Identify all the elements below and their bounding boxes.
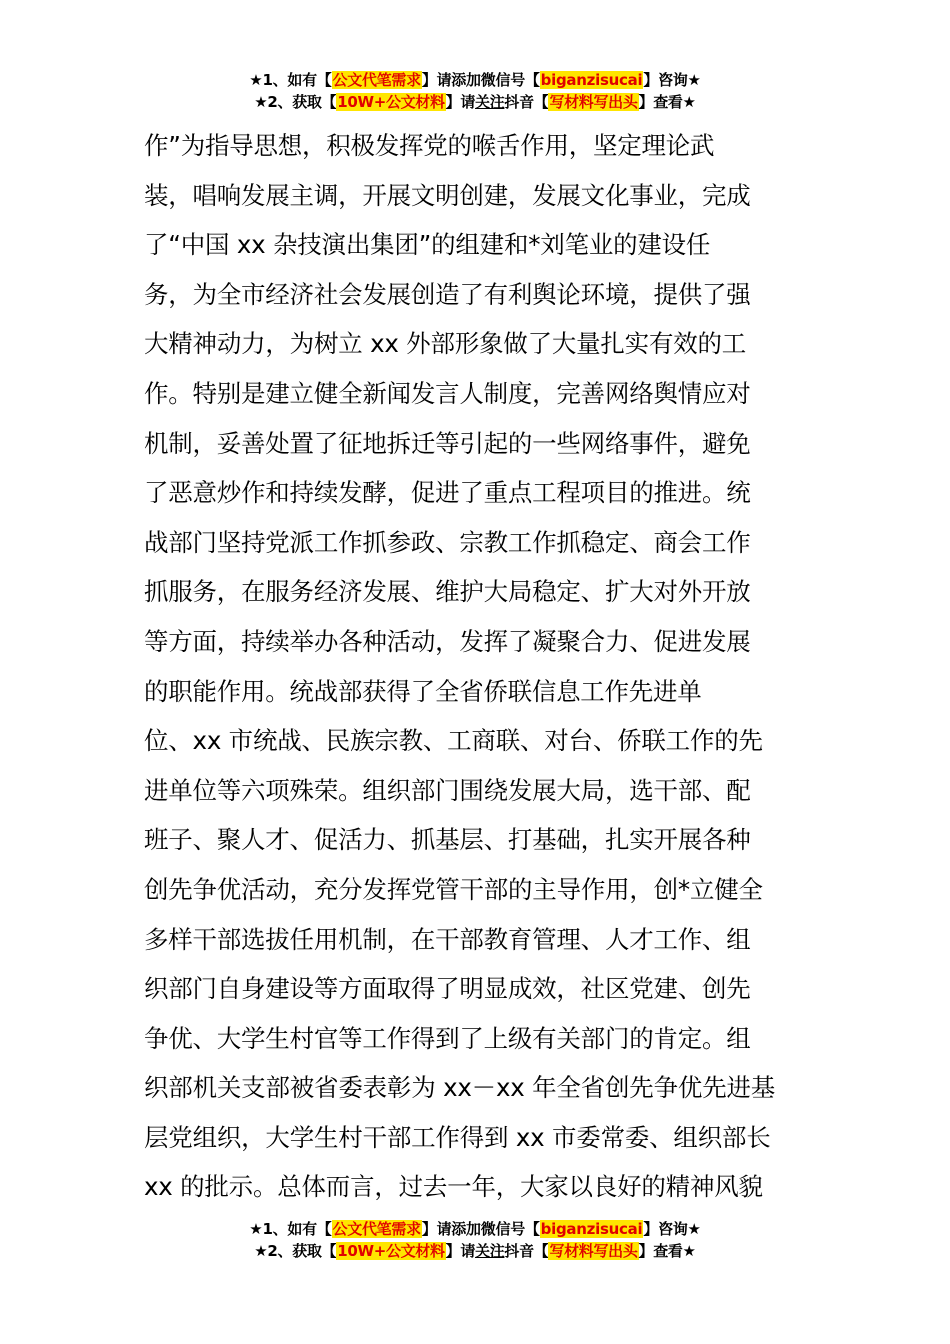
- header-highlight-writing-service: 公文代笔需求: [332, 71, 421, 89]
- body-line: 大精神动力，为树立 xx 外部形象做了大量扎实有效的工: [144, 329, 747, 359]
- body-line: 作。特别是建立健全新闻发言人制度，完善网络舆情应对: [144, 378, 751, 408]
- footer-highlight-wechat-id: biganzisucai: [540, 1220, 643, 1238]
- footer-highlight-writing-service: 公文代笔需求: [332, 1220, 421, 1238]
- header-line-1-suffix: 】咨询★: [643, 71, 701, 89]
- footer-follow-text: 关注: [475, 1242, 505, 1260]
- header-line-1-mid: 】请添加微信号【: [421, 71, 540, 89]
- body-line: 织部机关支部被省委表彰为 xx－xx 年全省创先争优先进基: [144, 1073, 776, 1103]
- header-line-1-prefix: ★1、如有【: [249, 71, 332, 89]
- footer-line-2: [0, 1240, 950, 1262]
- footer-line-1-suffix: 】咨询★: [643, 1220, 701, 1238]
- body-line: 机制，妥善处置了征地拆迁等引起的一些网络事件，避免: [144, 428, 751, 458]
- body-line: 位、xx 市统战、民族宗教、工商联、对台、侨联工作的先: [144, 726, 763, 756]
- header-line-2-mid-b: 抖音【: [504, 93, 549, 111]
- body-line: 装，唱响发展主调，开展文明创建，发展文化事业，完成: [144, 180, 751, 210]
- header-line-2-suffix: 】查看★: [638, 93, 696, 111]
- body-line: 争优、大学生村官等工作得到了上级有关部门的肯定。组: [144, 1023, 751, 1053]
- header-line-2-mid-a: 】请: [445, 93, 476, 111]
- body-line: 创先争优活动，充分发挥党管干部的主导作用，创*立健全: [144, 874, 763, 904]
- body-line: 了恶意炒作和持续发酵，促进了重点工程项目的推进。统: [144, 478, 751, 508]
- footer-line-2-prefix: ★2、获取【: [254, 1242, 337, 1260]
- footer-line-1-prefix: ★1、如有【: [249, 1220, 332, 1238]
- footer-line-1: [0, 1218, 950, 1240]
- body-line: 进单位等六项殊荣。组织部门围绕发展大局，选干部、配: [144, 775, 751, 805]
- body-line: 作”为指导思想，积极发挥党的喉舌作用，坚定理论武: [144, 131, 715, 160]
- body-line: 织部门自身建设等方面取得了明显成效，社区党建、创先: [144, 974, 751, 1004]
- header-banner: [0, 69, 950, 113]
- footer-line-2-mid-a: 】请: [445, 1242, 476, 1260]
- document-body: [144, 121, 814, 1212]
- header-line-1: [0, 69, 950, 91]
- body-line: 的职能作用。统战部获得了全省侨联信息工作先进单: [144, 676, 702, 706]
- header-follow-text: 关注: [475, 93, 505, 111]
- footer-line-1-mid: 】请添加微信号【: [421, 1220, 540, 1238]
- footer-line-2-mid-b: 抖音【: [504, 1242, 549, 1260]
- body-line: xx 的批示。总体而言，过去一年，大家以良好的精神风貌: [144, 1172, 763, 1202]
- header-line-2: [0, 91, 950, 113]
- body-line: 等方面，持续举办各种活动，发挥了凝聚合力、促进发展: [144, 626, 751, 656]
- body-line: 层党组织，大学生村干部工作得到 xx 市委常委、组织部长: [144, 1122, 771, 1152]
- footer-highlight-materials: 10W+公文材料: [337, 1242, 445, 1260]
- body-line: 了“中国 xx 杂技演出集团”的组建和*刘笔业的建设任: [144, 230, 711, 260]
- body-line: 战部门坚持党派工作抓参政、宗教工作抓稳定、商会工作: [144, 527, 751, 557]
- header-highlight-materials: 10W+公文材料: [337, 93, 445, 111]
- footer-line-2-suffix: 】查看★: [638, 1242, 696, 1260]
- footer-highlight-douyin-account: 写材料写出头: [549, 1242, 638, 1260]
- footer-banner: [0, 1218, 950, 1262]
- header-line-2-prefix: ★2、获取【: [254, 93, 337, 111]
- body-line: 多样干部选拔任用机制，在干部教育管理、人才工作、组: [144, 924, 751, 954]
- body-line: 班子、聚人才、促活力、抓基层、打基础，扎实开展各种: [144, 825, 751, 855]
- header-highlight-wechat-id: biganzisucai: [540, 71, 643, 89]
- body-line: 务，为全市经济社会发展创造了有利舆论环境，提供了强: [144, 279, 751, 309]
- body-line: 抓服务，在服务经济发展、维护大局稳定、扩大对外开放: [144, 577, 751, 607]
- header-highlight-douyin-account: 写材料写出头: [549, 93, 638, 111]
